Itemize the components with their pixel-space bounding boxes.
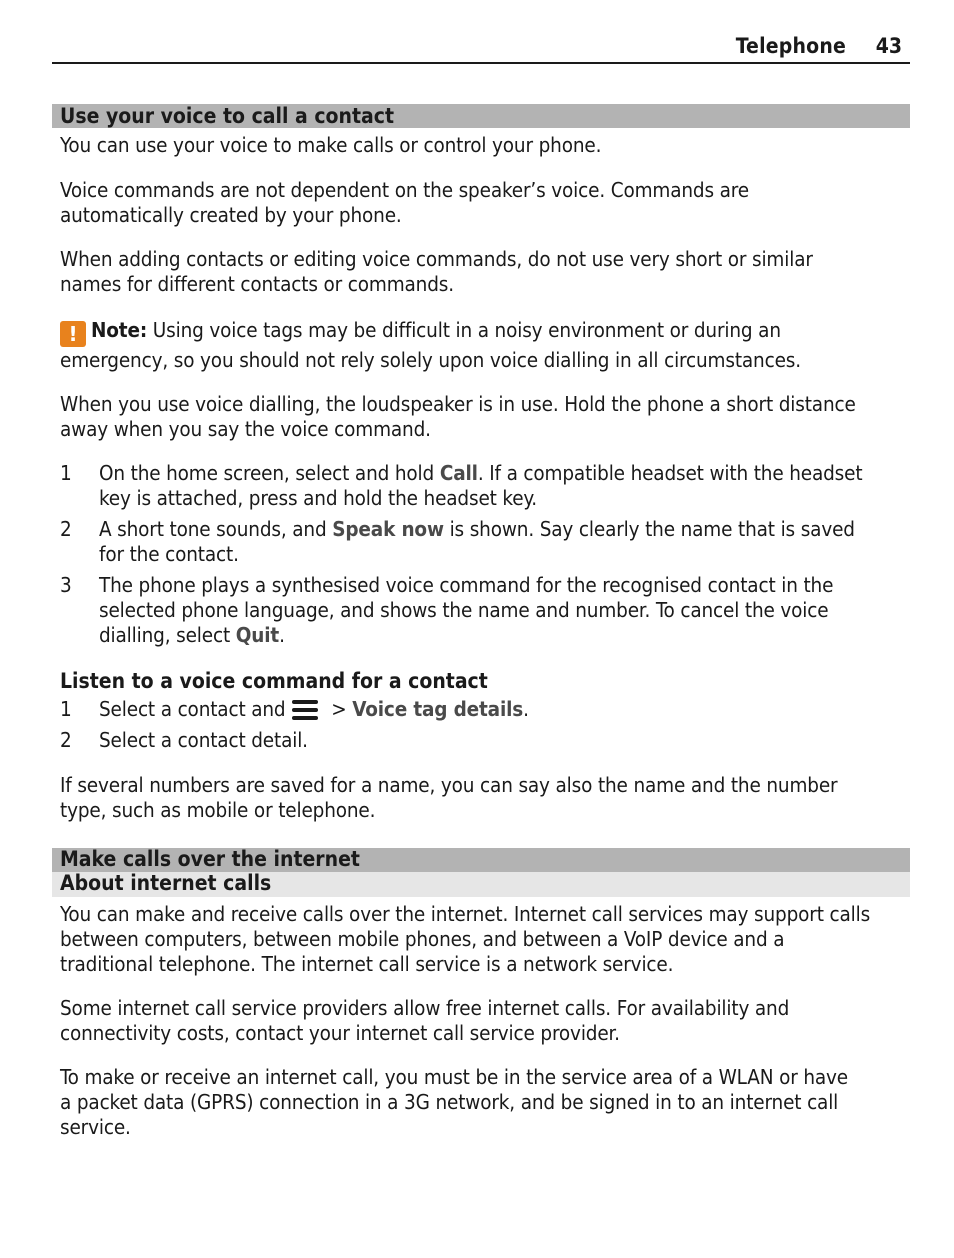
paragraph: Some internet call service providers allow free internet calls. For availability and connectivity costs, contact your internet call service provider. bbox=[60, 996, 790, 1045]
note-paragraph bbox=[60, 318, 910, 347]
page-header bbox=[52, 30, 910, 64]
options-menu-icon bbox=[290, 699, 320, 721]
paragraph: Voice commands are not dependent on the speaker’s voice. Commands are automatically created by your phone. bbox=[60, 178, 749, 227]
chapter-title: Telephone bbox=[735, 34, 846, 58]
step-number: 2 bbox=[60, 517, 72, 541]
paragraph: To make or receive an internet call, you must be in the service area of a WLAN or have a packet data (GPRS) connection in a 3G network, and be signed in to an internet call service. bbox=[60, 1065, 849, 1139]
step-text: Select a contact detail. bbox=[99, 728, 308, 752]
note-label: Note: bbox=[91, 318, 148, 342]
paragraph: When you use voice dialling, the loudspeaker is in use. Hold the phone a short distance away when you say the voice command. bbox=[60, 392, 856, 441]
step-number: 2 bbox=[60, 728, 72, 752]
ui-label-speak-now: Speak now bbox=[332, 517, 444, 541]
note-text: Using voice tags may be difficult in a noisy environment or during an bbox=[147, 318, 781, 342]
step-text: Select a contact and > Voice tag details. bbox=[99, 697, 529, 721]
note-text-line2: emergency, so you should not rely solely upon voice dialling in all circumstances. bbox=[60, 348, 801, 372]
subsection-heading: Listen to a voice command for a contact bbox=[60, 669, 488, 693]
section-title: Make calls over the internet bbox=[60, 847, 360, 871]
step-text: On the home screen, select and hold Call. If a compatible headset with the headset key is attached, press and hold the headset key. bbox=[99, 461, 863, 510]
subsection-title: About internet calls bbox=[60, 871, 272, 895]
paragraph: You can use your voice to make calls or control your phone. bbox=[60, 133, 602, 157]
step-text: The phone plays a synthesised voice command for the recognised contact in the selected phone language, and shows the name and number. To cancel the voice dialling, select Quit. bbox=[99, 573, 834, 647]
ui-label-quit: Quit bbox=[235, 623, 280, 647]
section-title: Use your voice to call a contact bbox=[60, 104, 394, 128]
paragraph: You can make and receive calls over the internet. Internet call services may support calls between computers, between mobile phones, and between a VoIP device and a traditional telephone. The internet call service is a network service. bbox=[60, 902, 871, 976]
ui-label-voice-tag-details: Voice tag details bbox=[352, 697, 524, 721]
ui-label-call: Call bbox=[439, 461, 478, 485]
step-number: 1 bbox=[60, 461, 72, 485]
paragraph: When adding contacts or editing voice commands, do not use very short or similar names for different contacts or commands. bbox=[60, 247, 813, 296]
step-text: A short tone sounds, and Speak now is shown. Say clearly the name that is saved for the contact. bbox=[99, 517, 855, 566]
warning-icon: ! bbox=[60, 321, 86, 347]
page-number: 43 bbox=[875, 34, 902, 58]
step-number: 3 bbox=[60, 573, 72, 597]
paragraph: If several numbers are saved for a name, you can say also the name and the number type, such as mobile or telephone. bbox=[60, 773, 838, 822]
step-number: 1 bbox=[60, 697, 72, 721]
